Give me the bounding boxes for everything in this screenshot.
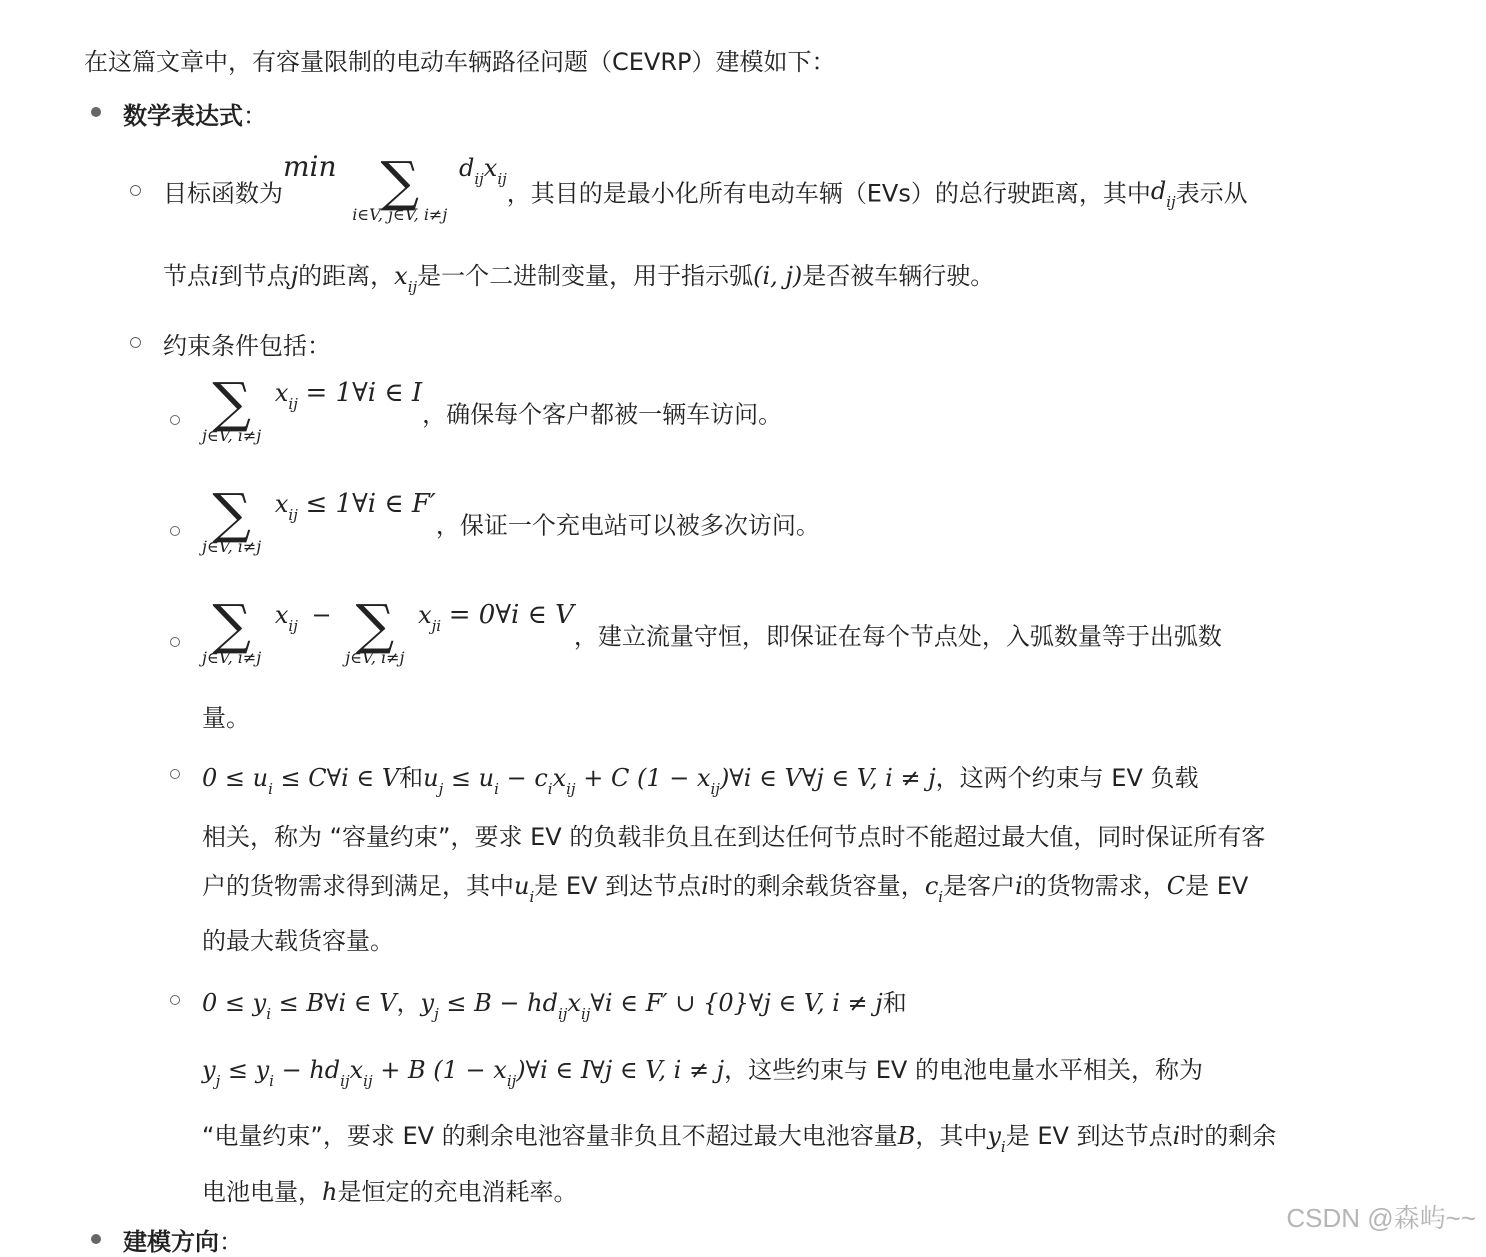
constraint-battery-line-1: $0 \le y_i$ ≤ B∀i ∈ V，$y_j \le B$ − $hd_{ij}x_{ij}\forall i$ ∈ F′ ∪ {0}∀j ∈ V, i ≠ j和 [202, 989, 907, 1023]
constraint-customer-visit: ∑ j∈V, i≠j $x_{ij}$ = 1∀i ∈ I，确保每个客户都被一辆车访问。 [202, 371, 783, 445]
constraint-battery-line-3: “电量约束”，要求 EV 的剩余电池容量非负且不超过最大电池容量B，其中$y_i$是 EV 到达节点i时的剩余 [202, 1122, 1277, 1156]
constraint-capacity-line-2: 相关，称为 “容量约束”，要求 EV 的负载非负且在到达任何节点时不能超过最大值，同时保证所有客 [202, 823, 1266, 851]
section-heading-math: 数学表达式： [123, 102, 267, 130]
constraints-intro: 约束条件包括： [163, 332, 331, 360]
constraint-flow-conservation: ∑ j∈V, i≠j $x_{ij}$ − ∑ j∈V, i≠j $x_{ji}$ = 0∀i ∈ V，建立流量守恒，即保证在每个节点处，入弧数量等于出弧数 [202, 593, 1222, 667]
constraint-battery-line-4: 电池电量，h是恒定的充电消耗率。 [202, 1178, 578, 1206]
list-bullet [91, 107, 101, 117]
constraint-capacity-line-1: $0 \le u_i$ ≤ C∀i ∈ V和$u_j \le u_i - c_ix_{ij} + C$ $(1 - x_{ij})\forall i$ ∈ V∀j ∈ V, i ≠ j，这两个约束与 EV 负载 [202, 764, 1199, 798]
constraint-capacity-line-4: 的最大载货容量。 [202, 927, 394, 955]
list-bullet [130, 337, 141, 348]
constraint-battery-line-2: $y_j \le y_i - hd_{ij}x_{ij} + B$ $(1 - x_{ij})\forall i$ ∈ I∀j ∈ V, i ≠ j，这些约束与 EV 的电池电量水平相关，称为 [202, 1056, 1203, 1090]
section-heading-modeling: 建模方向： [123, 1228, 243, 1256]
list-bullet [130, 185, 141, 196]
constraint-flow-text-cont: 量。 [202, 704, 250, 732]
watermark: CSDN @森屿~~ [1286, 1203, 1476, 1233]
list-bullet [170, 995, 180, 1005]
list-bullet [170, 769, 180, 779]
constraint-capacity-line-3: 户的货物需求得到满足，其中$u_i$是 EV 到达节点i时的剩余载货容量，$c_i$是客户i的货物需求，C是 EV [202, 872, 1249, 906]
list-bullet [170, 415, 180, 425]
objective-line-1: 目标函数为min ∑ i∈V, j∈V, i≠j $d_{ij}x_{ij}$，其目的是最小化所有电动车辆（EVs）的总行驶距离，其中$d_{ij}$表示从 [163, 150, 1248, 224]
objective-line-2: 节点i到节点j的距离，$x_{ij}$是一个二进制变量，用于指示弧(i, j)是否被车辆行驶。 [163, 262, 995, 296]
list-bullet [91, 1234, 101, 1244]
constraint-station-visit: ∑ j∈V, i≠j $x_{ij}$ ≤ 1∀i ∈ F′，保证一个充电站可以被多次访问。 [202, 482, 820, 556]
intro-text: 在这篇文章中，有容量限制的电动车辆路径问题（CEVRP）建模如下： [84, 48, 836, 76]
list-bullet [170, 526, 180, 536]
list-bullet [170, 637, 180, 647]
